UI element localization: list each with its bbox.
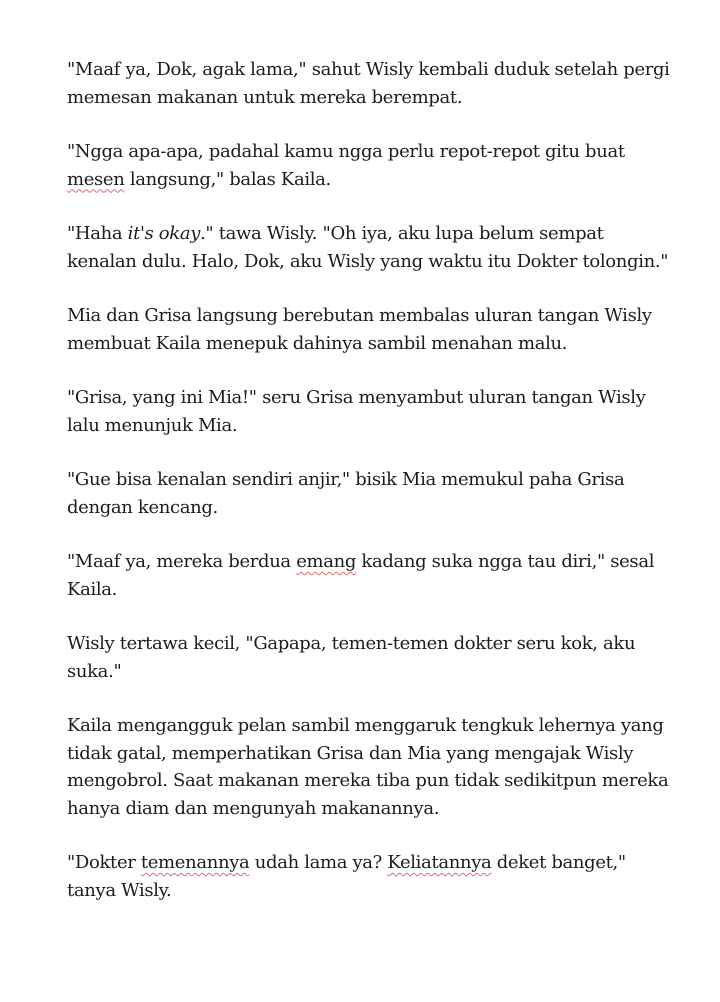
paragraph-4 [67,302,677,357]
paragraph-text: Wisly tertawa kecil, "Gapapa, temen-temen dokter seru kok, aku suka." [67,633,636,682]
italic-phrase: it's okay [127,223,201,244]
paragraph-text: "Maaf ya, Dok, agak lama," sahut Wisly kembali duduk setelah pergi memesan makanan untuk mereka berempat. [67,59,670,108]
paragraph-text: "Gue bisa kenalan sendiri anjir," bisik Mia memukul paha Grisa dengan kencang. [67,469,625,518]
paragraph-3 [67,220,677,275]
paragraph-text: ." tawa Wisly. "Oh iya, aku lupa belum sempat kenalan dulu. Halo, Dok, aku Wisly yang waktu itu Dokter tolongin." [67,223,669,272]
paragraph-5 [67,384,677,439]
paragraph-text: "Grisa, yang ini Mia!" seru Grisa menyambut uluran tangan Wisly lalu menunjuk Mia. [67,387,646,436]
spellcheck-flagged-word[interactable]: temenannya [140,852,250,873]
paragraph-text: Mia dan Grisa langsung berebutan membalas uluran tangan Wisly membuat Kaila menepuk dahinya sambil menahan malu. [67,305,652,354]
paragraph-text: langsung," balas Kaila. [124,168,331,190]
paragraph-1 [67,56,677,111]
paragraph-text: "Maaf ya, mereka berdua [67,551,297,572]
paragraph-text: kadang suka ngga tau diri," sesal Kaila. [67,551,655,600]
paragraph-7 [67,548,677,603]
paragraph-text: udah lama ya? [249,852,388,873]
spellcheck-flagged-word[interactable]: emang [296,551,357,572]
paragraph-text: Kaila mengangguk pelan sambil menggaruk tengkuk lehernya yang tidak gatal, memperhatikan Grisa dan Mia yang mengajak Wisly mengobrol. Saat makanan mereka tiba pun tidak sedikitpun mereka hanya diam dan mengunyah makanannya. [67,715,669,819]
paragraph-6 [67,466,677,521]
spellcheck-flagged-word[interactable]: mesen [67,168,125,190]
spellcheck-flagged-word[interactable]: Keliatannya [387,852,492,873]
document-body [67,56,677,931]
paragraph-9 [67,712,677,822]
paragraph-text: "Ngga apa-apa, padahal kamu ngga perlu repot-repot gitu buat [67,141,625,162]
paragraph-2 [67,138,677,193]
paragraph-text: "Haha [67,223,128,244]
paragraph-8 [67,630,677,685]
paragraph-text: "Dokter [67,852,141,873]
paragraph-text: deket banget," tanya Wisly. [67,852,626,901]
paragraph-10 [67,849,677,904]
